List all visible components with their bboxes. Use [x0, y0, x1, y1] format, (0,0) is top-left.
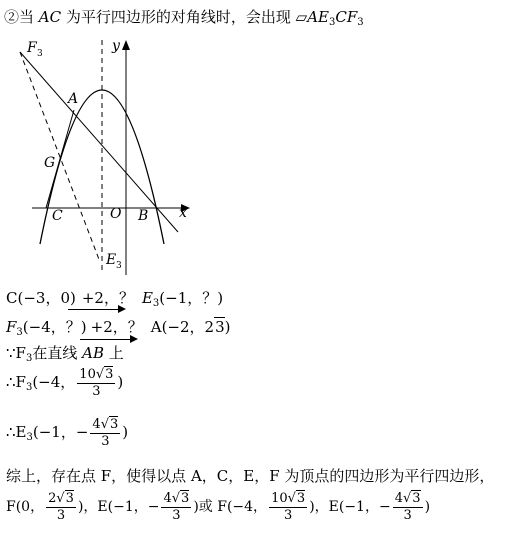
l2-sub: 3: [16, 327, 23, 338]
l1-op: +2，？: [81, 289, 134, 307]
l7-frac-4: $\frac{4√3}{3}$: [394, 491, 421, 523]
l4-den: 3: [92, 384, 101, 399]
label-e3-sub: 3: [116, 261, 122, 271]
heading-sub-2: 3: [357, 17, 364, 28]
l2-point-a: A(−2，2: [150, 318, 215, 336]
label-a: A: [68, 91, 79, 107]
l4-pre: ∴F: [6, 373, 26, 391]
line-ab: [20, 52, 178, 232]
heading-text-1: 当: [19, 8, 39, 26]
l3-post: 上: [103, 344, 124, 362]
l5-fraction: $\frac{4√3}{3}$: [92, 417, 119, 449]
l1-point-e: E: [141, 289, 153, 307]
l4-sub: 3: [25, 382, 33, 393]
label-g: G: [44, 155, 56, 171]
label-o: O: [110, 206, 122, 222]
l7-p2: )，E(−1，−: [77, 499, 160, 515]
l7-f2-rad: 3: [181, 491, 190, 506]
translation-line-1: [6, 287, 223, 309]
l7-f2-num: 4: [163, 491, 172, 506]
arrow-1-head: [118, 305, 126, 313]
l3-sub: 3: [25, 353, 33, 364]
l5-mid: (−1，−: [32, 423, 89, 441]
l4-rad: 3: [105, 367, 114, 382]
arrow-2-line: [80, 339, 130, 340]
heading-sub-1: 3: [329, 17, 336, 28]
l5-post: ): [122, 423, 129, 441]
l1-sub: 3: [152, 298, 160, 309]
l7-p4: )，E(−1，−: [309, 499, 391, 515]
l2-point-f: F: [6, 318, 17, 336]
l2-radicand: 3: [215, 318, 225, 336]
heading-name-1: AE: [307, 8, 329, 26]
l7-f4-num: 4: [394, 491, 403, 506]
l7-f3-num: 10: [271, 491, 288, 506]
l4-mid: (−4，: [32, 373, 76, 391]
l7-f4-den: 3: [403, 508, 412, 523]
l7-frac-2: $\frac{4√3}{3}$: [163, 491, 190, 523]
heading-name-2: CF: [335, 8, 358, 26]
translation-line-2: [6, 316, 231, 338]
l3-ab: AB: [82, 344, 104, 362]
label-f3-sub: 3: [37, 49, 43, 59]
l4-num: 10: [79, 367, 96, 382]
label-b: B: [138, 208, 149, 224]
label-x: x: [179, 205, 187, 221]
l7-p5: ): [424, 499, 431, 515]
line-3: [6, 342, 124, 364]
line-5: [6, 416, 128, 450]
l7-p1: F(0，: [6, 499, 45, 515]
label-y: y: [112, 38, 120, 54]
l2-op: +2，？: [90, 318, 143, 336]
answer-line: [6, 490, 430, 524]
l2-close: ): [224, 318, 231, 336]
l7-f1-rad: 3: [65, 491, 74, 506]
l5-sub: 3: [26, 432, 33, 443]
arrow-1-line: [68, 309, 118, 310]
l5-num: 4: [92, 417, 101, 432]
l4-post: ): [117, 373, 124, 391]
label-f3: F: [27, 40, 37, 56]
circled-number: ②: [4, 8, 20, 26]
l3-pre: ∵F: [6, 344, 26, 362]
l3-mid: 在直线: [32, 344, 83, 362]
l7-f3-rad: 3: [296, 491, 306, 506]
l7-frac-3: $\frac{10√3}{3}$: [271, 491, 306, 523]
label-c: C: [52, 208, 63, 224]
l1-point-c: C(−3，0): [6, 289, 76, 307]
l2-coords: (−4，？): [22, 318, 87, 336]
y-axis-arrow: [122, 40, 130, 50]
l7-f3-den: 3: [283, 508, 293, 523]
parallelogram-symbol: ▱: [295, 8, 308, 26]
line-f3-e3: [20, 52, 100, 262]
l7-f1-den: 3: [56, 508, 66, 523]
heading-ac: AC: [38, 8, 62, 26]
l7-p3: )或 F(−4，: [193, 499, 268, 515]
l1-coords: (−1，？): [159, 289, 224, 307]
label-e3: E: [106, 252, 117, 268]
line-4: [6, 366, 123, 400]
l7-f4-rad: 3: [412, 491, 421, 506]
l7-f1-num: 2: [48, 491, 57, 506]
l4-fraction: $\frac{10√3}{3}$: [79, 367, 114, 399]
heading-text-2: 为平行四边形的对角线时，会出现: [61, 8, 296, 26]
arrow-2-head: [130, 335, 138, 343]
l7-f2-den: 3: [172, 508, 181, 523]
l5-rad: 3: [110, 417, 119, 432]
conclusion-line: 综上，存在点 F，使得以点 A，C，E，F 为顶点的四边形为平行四边形，: [6, 467, 495, 485]
l5-pre: ∴E: [6, 423, 27, 441]
l7-frac-1: $\frac{2√3}{3}$: [48, 491, 74, 523]
l5-den: 3: [101, 434, 110, 449]
